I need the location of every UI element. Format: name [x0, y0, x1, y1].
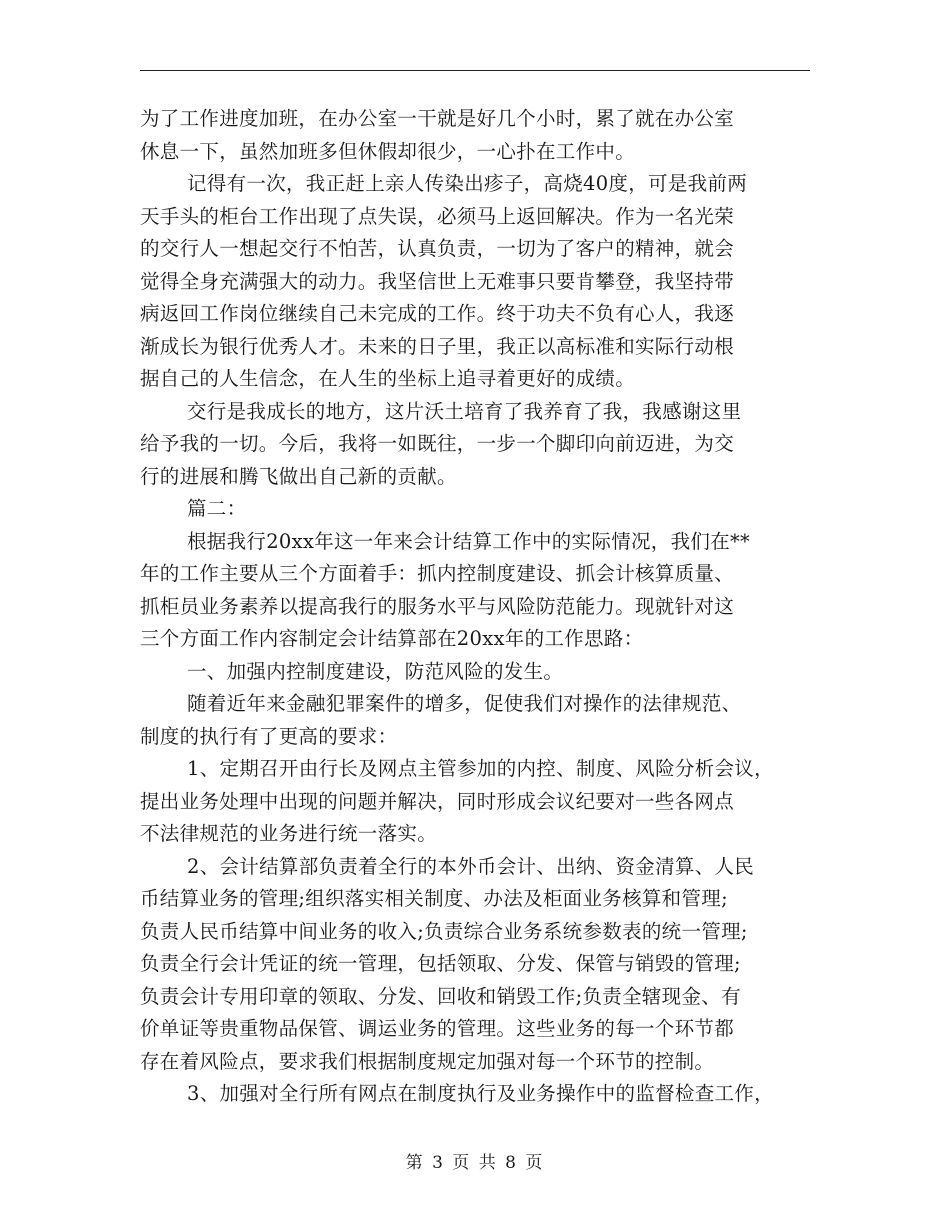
text-line: 三个方面工作内容制定会计结算部在20xx年的工作思路：	[140, 627, 644, 650]
text-line: 交行是我成长的地方，这片沃土培育了我养育了我，我感谢这里	[187, 399, 742, 423]
text-line: 价单证等贵重物品保管、调运业务的管理。这些业务的每一个环节都	[140, 1017, 735, 1040]
text-line: 渐成长为银行优秀人才。未来的日子里，我正以高标准和实际行动根	[140, 334, 735, 358]
text-line: 天手头的柜台工作出现了点失误，必须马上返回解决。作为一名光荣	[140, 204, 735, 228]
text-line: 行的进展和腾飞做出自己新的贡献。	[140, 464, 457, 488]
document-body	[140, 103, 820, 1111]
text-line: 据自己的人生信念，在人生的坐标上追寻着更好的成绩。	[140, 367, 636, 390]
text-line: 记得有一次，我正赶上亲人传染出疹子，高烧40度，可是我前两	[187, 172, 748, 195]
text-line: 的交行人一想起交行不怕苦，认真负责，一切为了客户的精神，就会	[140, 237, 735, 260]
text-line: 制度的执行有了更高的要求：	[140, 724, 398, 748]
text-line: 篇二：	[187, 497, 247, 520]
text-line: 负责会计专用印章的领取、分发、回收和销毁工作;负责全辖现金、有	[140, 984, 741, 1008]
text-line: 2、会计结算部负责着全行的本外币会计、出纳、资金清算、人民	[187, 854, 755, 878]
text-line: 提出业务处理中出现的问题并解决，同时形成会议纪要对一些各网点	[140, 789, 735, 813]
text-line: 抓柜员业务素养以提高我行的服务水平与风险防范能力。现就针对这	[140, 594, 735, 618]
text-line: 给予我的一切。今后，我将一如既往，一步一个脚印向前迈进，为交	[140, 432, 735, 455]
text-line: 负责人民币结算中间业务的收入;负责综合业务系统参数表的统一管理;	[140, 919, 748, 943]
text-line: 币结算业务的管理;组织落实相关制度、办法及柜面业务核算和管理;	[140, 887, 728, 910]
text-line: 病返回工作岗位继续自己未完成的工作。终于功夫不负有心人，我逐	[140, 302, 735, 325]
text-line: 负责全行会计凭证的统一管理，包括领取、分发、保管与销毁的管理;	[140, 952, 741, 975]
text-line: 根据我行20xx年这一年来会计结算工作中的实际情况，我们在**	[187, 529, 751, 553]
header-rule	[140, 70, 810, 71]
text-line: 一、加强内控制度建设，防范风险的发生。	[187, 659, 564, 683]
text-line: 觉得全身充满强大的动力。我坚信世上无难事只要肯攀登，我坚持带	[140, 269, 735, 293]
text-line: 随着近年来金融犯罪案件的增多，促使我们对操作的法律规范、	[187, 692, 742, 715]
text-line: 1、定期召开由行长及网点主管参加的内控、制度、风险分析会议，	[187, 757, 774, 780]
text-line: 3、加强对全行所有网点在制度执行及业务操作中的监督检查工作，	[187, 1082, 774, 1105]
text-line: 不法律规范的业务进行统一落实。	[140, 822, 438, 845]
text-line: 年的工作主要从三个方面着手：抓内控制度建设、抓会计核算质量、	[140, 562, 735, 585]
page-footer: 第 3 页 共 8 页	[405, 1153, 545, 1173]
text-line: 存在着风险点，要求我们根据制度规定加强对每一个环节的控制。	[140, 1049, 715, 1073]
text-line: 休息一下，虽然加班多但休假却很少，一心扑在工作中。	[140, 139, 636, 163]
text-line: 为了工作进度加班，在办公室一干就是好几个小时，累了就在办公室	[140, 107, 735, 130]
